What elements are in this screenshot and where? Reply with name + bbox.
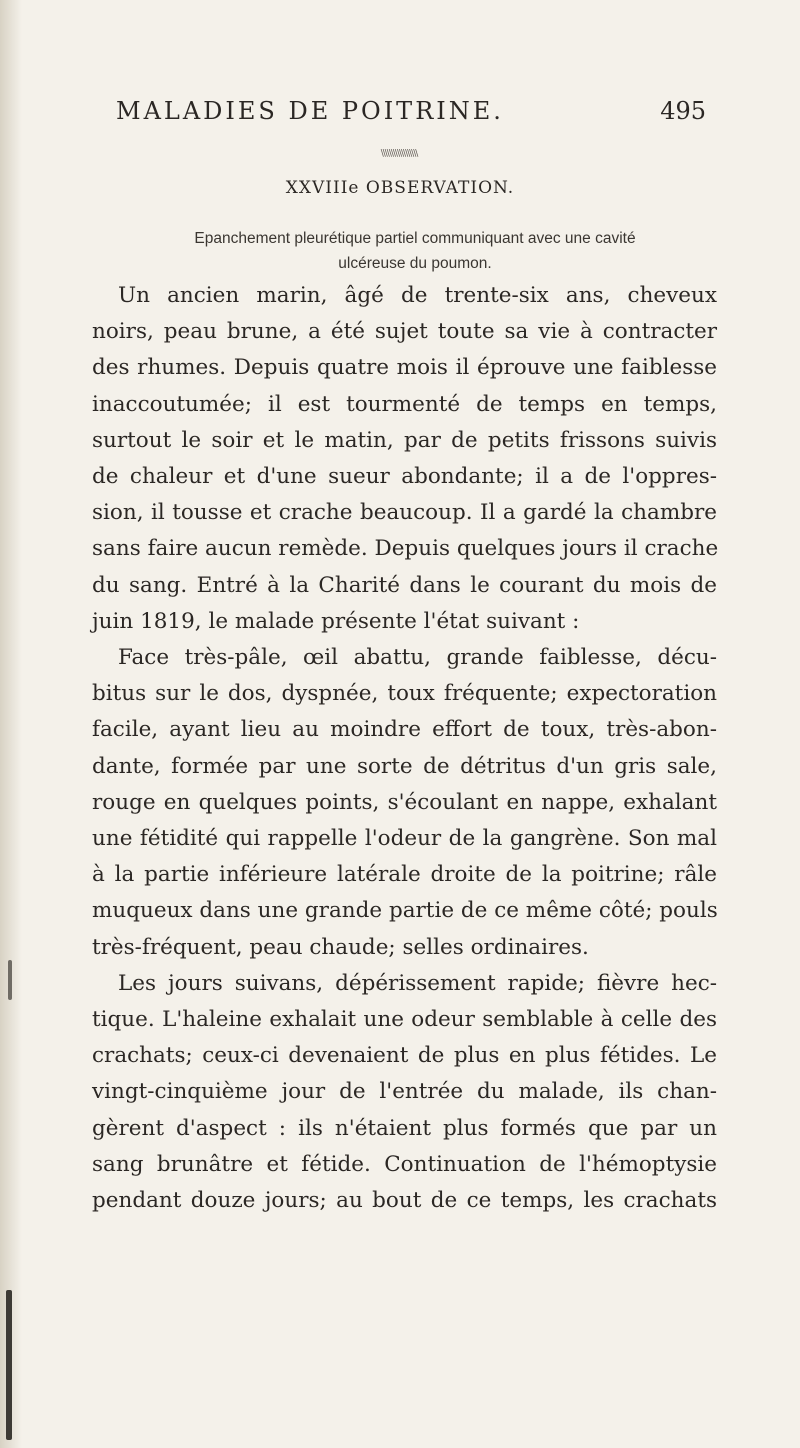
body-line: Un ancien marin, âgé de trente-six ans, cheveux bbox=[118, 283, 717, 308]
body-line: noirs, peau brune, a été sujet toute sa vie à contracter bbox=[92, 319, 717, 345]
body-line: de chaleur et d'une sueur abondante; il a de l'oppres- bbox=[92, 464, 717, 489]
body-line: vingt-cinquième jour de l'entrée du malade, ils chan- bbox=[92, 1079, 717, 1105]
body-line: pendant douze jours; au bout de ce temps, les crachats bbox=[92, 1188, 717, 1213]
body-line: facile, ayant lieu au moindre effort de toux, très-abon- bbox=[92, 717, 717, 743]
running-title: MALADIES DE POITRINE. bbox=[116, 97, 504, 125]
body-line: Face très-pâle, œil abattu, grande faiblesse, décu- bbox=[118, 645, 717, 670]
body-line: des rhumes. Depuis quatre mois il éprouve une faiblesse bbox=[92, 355, 717, 381]
body-line: crachats; ceux-ci devenaient de plus en plus fétides. Le bbox=[92, 1043, 717, 1069]
body-line: bitus sur le dos, dyspnée, toux fréquente; expectoration bbox=[92, 681, 717, 707]
body-line: une fétidité qui rappelle l'odeur de la gangrène. Son mal bbox=[92, 826, 717, 851]
binding-shadow bbox=[0, 0, 22, 1448]
body-line: gèrent d'aspect : ils n'étaient plus formés que par un bbox=[92, 1115, 717, 1141]
body-line: à la partie inférieure latérale droite de la poitrine; râle bbox=[92, 862, 717, 888]
body-line: sang brunâtre et fétide. Continuation de l'hémoptysie bbox=[92, 1151, 717, 1177]
observation-title: XXVIIIe OBSERVATION. bbox=[285, 178, 515, 198]
observation-subtitle-line: Epanchement pleurétique partiel communiquant avec une cavité bbox=[194, 230, 636, 247]
body-line: muqueux dans une grande partie de ce même côté; pouls bbox=[92, 898, 718, 924]
body-line: tique. L'haleine exhalait une odeur semblable à celle des bbox=[92, 1007, 717, 1032]
body-line: Les jours suivans, dépérissement rapide; fièvre hec- bbox=[118, 970, 717, 996]
body-line: sans faire aucun remède. Depuis quelques jours il crache bbox=[92, 536, 719, 562]
body-line: très-fréquent, peau chaude; selles ordinaires. bbox=[92, 934, 589, 960]
body-line: juin 1819, le malade présente l'état suivant : bbox=[92, 608, 580, 634]
binding-mark bbox=[8, 960, 12, 1000]
ornament-rule: \\\\\\\\\\\\\\\\\\ bbox=[380, 149, 418, 159]
body-line: dante, formée par une sorte de détritus d'un gris sale, bbox=[92, 753, 717, 779]
body-line: rouge en quelques points, s'écoulant en nappe, exhalant bbox=[92, 789, 717, 815]
body-line: inaccoutumée; il est tourmenté de temps en temps, bbox=[92, 391, 717, 417]
binding-mark bbox=[6, 1290, 12, 1440]
body-line: sion, il tousse et crache beaucoup. Il a gardé la chambre bbox=[92, 500, 717, 526]
body-line: surtout le soir et le matin, par de petits frissons suivis bbox=[92, 427, 717, 453]
observation-subtitle-line: ulcéreuse du poumon. bbox=[338, 255, 492, 272]
running-head bbox=[116, 97, 706, 133]
page-number: 495 bbox=[660, 97, 706, 125]
body-line: du sang. Entré à la Charité dans le courant du mois de bbox=[92, 572, 717, 598]
